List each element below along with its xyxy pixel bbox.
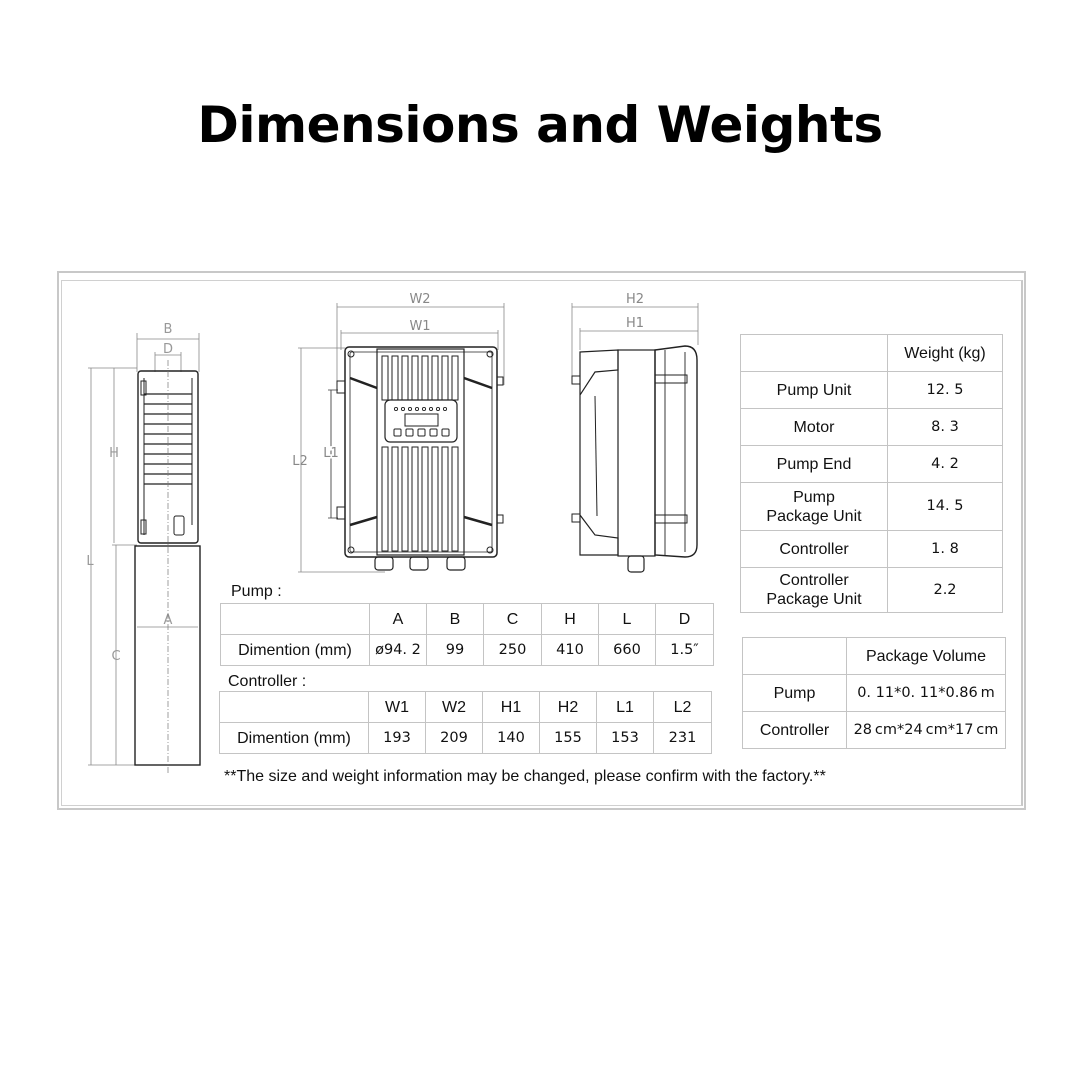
dim-label-w2: W2: [409, 292, 431, 307]
page-title: Dimensions and Weights: [197, 96, 883, 154]
row-label-line: Pump: [793, 488, 835, 506]
package-volume-table: [742, 637, 1006, 749]
dim-label-h2: H2: [625, 292, 645, 307]
controller-table-caption: Controller :: [228, 673, 307, 690]
table-cell: 1.5″: [656, 635, 714, 666]
table-header-cell: W2: [426, 692, 483, 723]
row-label-line: Controller: [779, 572, 849, 589]
row-label: Pump: [743, 675, 847, 712]
table-cell: 250: [484, 635, 542, 666]
controller-side-drawing: [560, 290, 710, 580]
table-header-cell: Weight (kg): [888, 335, 1003, 372]
table-header-cell: [743, 638, 847, 675]
row-label: Motor: [741, 409, 888, 446]
table-row: [741, 483, 1003, 531]
table-cell: 231: [654, 723, 712, 754]
table-cell: 155: [540, 723, 597, 754]
table-header-cell: L: [599, 604, 656, 635]
table-cell: 209: [426, 723, 483, 754]
table-row: [220, 723, 712, 754]
table-cell: 140: [483, 723, 540, 754]
table-header-cell: B: [427, 604, 484, 635]
table-header-cell: H1: [483, 692, 540, 723]
controller-dimension-table: [219, 691, 712, 754]
dim-label-h1: H1: [625, 316, 645, 331]
dim-label-b: B: [163, 322, 173, 337]
table-header-row: [743, 638, 1006, 675]
table-cell: 8. 3: [888, 409, 1003, 446]
table-row: [221, 635, 714, 666]
row-label-line: Package Unit: [766, 591, 862, 608]
table-row: [741, 446, 1003, 483]
table-row: [741, 531, 1003, 568]
table-header-cell: H2: [540, 692, 597, 723]
table-header-row: [741, 335, 1003, 372]
table-row: [741, 372, 1003, 409]
pump-drawing: [84, 315, 214, 775]
table-cell: 99: [427, 635, 484, 666]
table-row: [743, 675, 1006, 712]
dim-label-c: C: [111, 649, 121, 664]
table-row: [741, 409, 1003, 446]
controller-front-drawing: [290, 290, 515, 580]
row-label: Pump End: [741, 446, 888, 483]
dim-label-h: H: [109, 446, 119, 461]
row-label: [741, 568, 888, 613]
table-header-cell: C: [484, 604, 542, 635]
dim-label-l: L: [86, 554, 94, 569]
dim-label-a: A: [163, 613, 173, 628]
table-cell: 660: [599, 635, 656, 666]
table-cell: 1. 8: [888, 531, 1003, 568]
dim-label-d: D: [162, 342, 174, 357]
pump-table-caption: Pump :: [231, 583, 282, 600]
table-header-cell: [221, 604, 370, 635]
table-cell: 193: [369, 723, 426, 754]
pump-dimension-table: [220, 603, 714, 666]
table-cell: 410: [542, 635, 599, 666]
table-cell: ø94. 2: [370, 635, 427, 666]
table-header-cell: W1: [369, 692, 426, 723]
row-label: Controller: [743, 712, 847, 749]
dim-label-l1: L1: [323, 446, 339, 461]
row-label-line: Package Unit: [766, 507, 862, 525]
table-header-cell: Package Volume: [847, 638, 1006, 675]
table-cell: 28 cm*24 cm*17 cm: [847, 712, 1006, 749]
dim-label-l2: L2: [292, 454, 308, 469]
table-header-cell: D: [656, 604, 714, 635]
weight-table: [740, 334, 1003, 613]
row-label: [741, 483, 888, 531]
table-cell: 0. 11*0. 11*0.86 m: [847, 675, 1006, 712]
table-header-cell: L1: [597, 692, 654, 723]
disclaimer-note: **The size and weight information may be changed, please confirm with the factory.**: [224, 768, 826, 785]
table-header-cell: [741, 335, 888, 372]
table-cell: 14. 5: [888, 483, 1003, 531]
row-label: Dimention (mm): [221, 635, 370, 666]
dim-label-w1: W1: [409, 319, 431, 334]
table-cell: 2.2: [888, 568, 1003, 613]
table-header-cell: L2: [654, 692, 712, 723]
table-row: [743, 712, 1006, 749]
table-header-row: [220, 692, 712, 723]
table-header-row: [221, 604, 714, 635]
row-label: Pump Unit: [741, 372, 888, 409]
table-row: [741, 568, 1003, 613]
table-header-cell: H: [542, 604, 599, 635]
row-label: Controller: [741, 531, 888, 568]
table-cell: 4. 2: [888, 446, 1003, 483]
table-header-cell: [220, 692, 369, 723]
row-label: Dimention (mm): [220, 723, 369, 754]
table-cell: 12. 5: [888, 372, 1003, 409]
table-cell: 153: [597, 723, 654, 754]
table-header-cell: A: [370, 604, 427, 635]
